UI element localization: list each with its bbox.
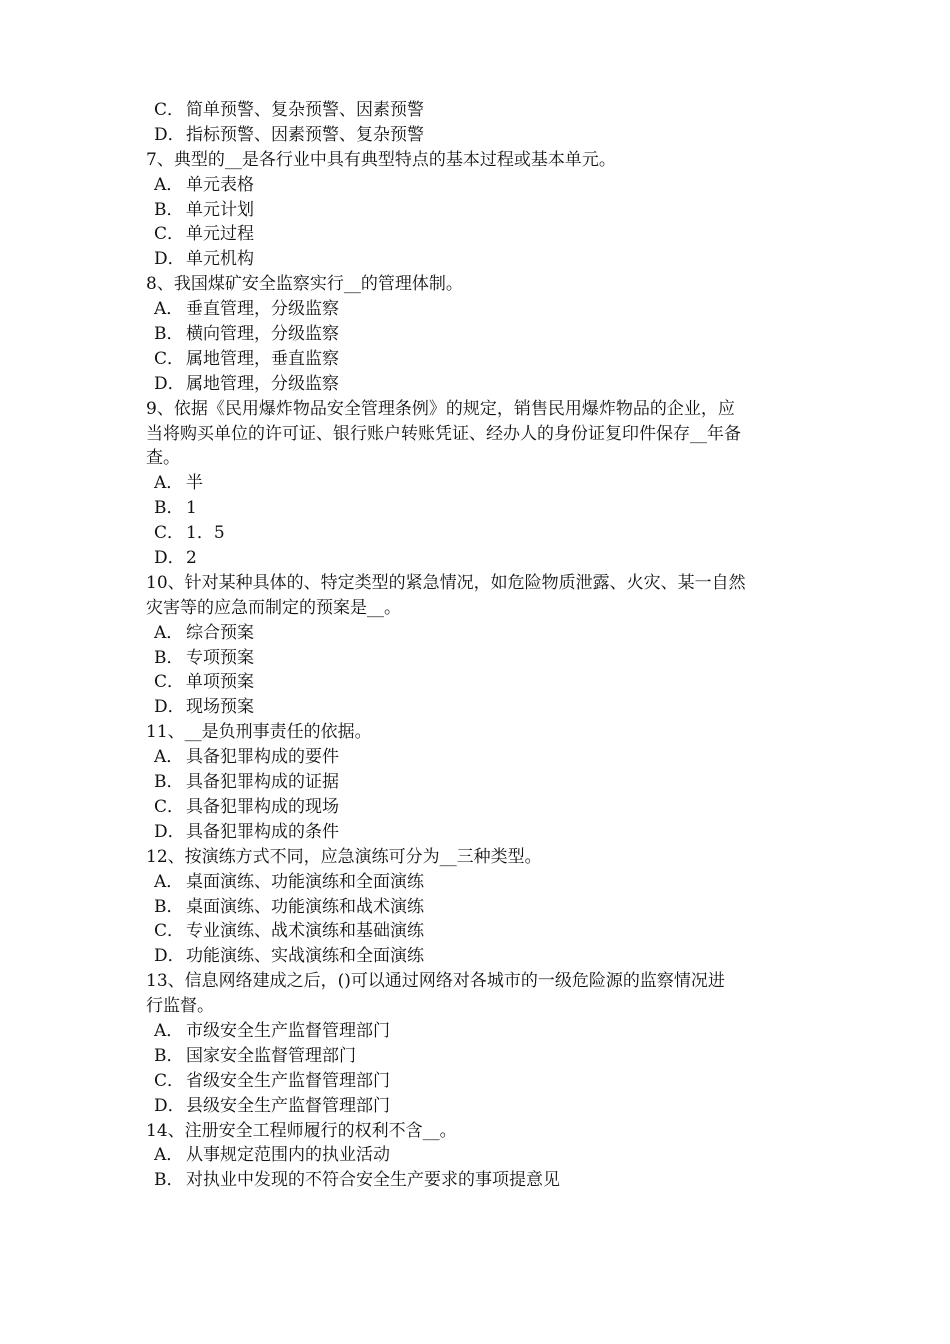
- option-text: 指标预警、因素预警、复杂预警: [186, 124, 424, 145]
- option-letter: A．: [154, 622, 184, 643]
- answer-option: [146, 198, 826, 223]
- question-text-line: 12、按演练方式不同，应急演练可分为__三种类型。: [146, 846, 542, 867]
- option-letter: B．: [154, 498, 184, 519]
- answer-option: [146, 944, 826, 969]
- option-letter: C．: [154, 672, 185, 693]
- option-text: 半: [186, 473, 203, 494]
- option-text: 垂直管理，分级监察: [186, 299, 339, 320]
- answer-option: [146, 1044, 826, 1069]
- option-letter: D．: [154, 249, 185, 270]
- answer-option: [146, 98, 826, 123]
- answer-option: [146, 895, 826, 920]
- option-letter: C．: [154, 348, 185, 369]
- option-text: 具备犯罪构成的证据: [186, 772, 339, 793]
- option-text: 专业演练、战术演练和基础演练: [186, 921, 424, 942]
- answer-option: [146, 471, 826, 496]
- option-text: 县级安全生产监督管理部门: [186, 1095, 390, 1116]
- question-text-line: 10、针对某种具体的、特定类型的紧急情况，如危险物质泄露、火灾、某一自然: [146, 572, 746, 593]
- option-letter: A．: [154, 871, 184, 892]
- question-stem: [146, 1119, 826, 1144]
- option-letter: B．: [154, 896, 184, 917]
- option-letter: B．: [154, 1045, 184, 1066]
- question-text-line: 9、依据《民用爆炸物品安全管理条例》的规定，销售民用爆炸物品的企业，应: [146, 398, 735, 419]
- option-letter: D．: [154, 697, 185, 718]
- option-text: 桌面演练、功能演练和全面演练: [186, 871, 424, 892]
- question-text-line: 灾害等的应急而制定的预案是__。: [146, 597, 401, 618]
- answer-option: [146, 173, 826, 198]
- option-text: 单元表格: [186, 174, 254, 195]
- option-letter: D．: [154, 124, 185, 145]
- option-text: 具备犯罪构成的现场: [186, 796, 339, 817]
- answer-option: [146, 1069, 826, 1094]
- question-list: [146, 98, 826, 1193]
- answer-option: [146, 745, 826, 770]
- answer-option: [146, 372, 826, 397]
- answer-option: [146, 1094, 826, 1119]
- option-text: 具备犯罪构成的要件: [186, 747, 339, 768]
- option-text: 综合预案: [186, 622, 254, 643]
- answer-option: [146, 820, 826, 845]
- option-letter: D．: [154, 548, 185, 569]
- answer-option: [146, 646, 826, 671]
- option-text: 2: [186, 548, 197, 569]
- answer-option: [146, 670, 826, 695]
- question-stem: [146, 845, 826, 870]
- answer-option: [146, 1168, 826, 1193]
- option-letter: B．: [154, 647, 184, 668]
- question-stem: [146, 720, 826, 745]
- option-text: 简单预警、复杂预警、因素预警: [186, 100, 424, 120]
- option-letter: B．: [154, 1170, 184, 1191]
- option-letter: A．: [154, 747, 184, 768]
- option-text: 市级安全生产监督管理部门: [186, 1020, 390, 1041]
- option-text: 1: [186, 498, 197, 519]
- question-text-line: 行监督。: [146, 996, 214, 1017]
- option-letter: D．: [154, 1095, 185, 1116]
- option-letter: C．: [154, 921, 185, 942]
- question-text-line: 7、典型的__是各行业中具有典型特点的基本过程或基本单元。: [146, 149, 616, 170]
- question-text-line: 8、我国煤矿安全监察实行__的管理体制。: [146, 274, 463, 295]
- question-stem: [146, 571, 826, 621]
- option-letter: D．: [154, 821, 185, 842]
- option-text: 横向管理，分级监察: [186, 324, 339, 345]
- answer-option: [146, 546, 826, 571]
- question-text-line: 11、__是负刑事责任的依据。: [146, 722, 372, 743]
- option-letter: C．: [154, 100, 185, 120]
- option-text: 属地管理，分级监察: [186, 373, 339, 394]
- question-text-line: 当将购买单位的许可证、银行账户转账凭证、经办人的身份证复印件保存__年备: [146, 423, 741, 444]
- option-letter: A．: [154, 1145, 184, 1166]
- option-text: 对执业中发现的不符合安全生产要求的事项提意见: [186, 1170, 560, 1191]
- option-letter: A．: [154, 473, 184, 494]
- answer-option: [146, 496, 826, 521]
- answer-option: [146, 347, 826, 372]
- answer-option: [146, 1143, 826, 1168]
- answer-option: [146, 123, 826, 148]
- option-letter: A．: [154, 299, 184, 320]
- option-text: 单项预案: [186, 672, 254, 693]
- option-text: 属地管理，垂直监察: [186, 348, 339, 369]
- option-letter: B．: [154, 772, 184, 793]
- option-text: 功能演练、实战演练和全面演练: [186, 946, 424, 967]
- option-letter: A．: [154, 1020, 184, 1041]
- option-letter: C．: [154, 1070, 185, 1091]
- option-letter: A．: [154, 174, 184, 195]
- option-letter: C．: [154, 523, 185, 544]
- option-letter: C．: [154, 796, 185, 817]
- question-stem: [146, 397, 826, 472]
- question-stem: [146, 148, 826, 173]
- option-text: 从事规定范围内的执业活动: [186, 1145, 390, 1166]
- question-stem: [146, 969, 826, 1019]
- answer-option: [146, 621, 826, 646]
- option-text: 专项预案: [186, 647, 254, 668]
- answer-option: [146, 521, 826, 546]
- option-text: 现场预案: [186, 697, 254, 718]
- option-text: 单元计划: [186, 199, 254, 220]
- option-text: 具备犯罪构成的条件: [186, 821, 339, 842]
- answer-option: [146, 247, 826, 272]
- question-text-line: 查。: [146, 448, 180, 469]
- answer-option: [146, 919, 826, 944]
- option-letter: B．: [154, 199, 184, 220]
- answer-option: [146, 297, 826, 322]
- answer-option: [146, 322, 826, 347]
- answer-option: [146, 870, 826, 895]
- option-text: 单元过程: [186, 224, 254, 245]
- answer-option: [146, 695, 826, 720]
- option-text: 省级安全生产监督管理部门: [186, 1070, 390, 1091]
- question-stem: [146, 272, 826, 297]
- option-letter: C．: [154, 224, 185, 245]
- option-letter: D．: [154, 946, 185, 967]
- question-text-line: 14、注册安全工程师履行的权利不含__。: [146, 1120, 457, 1141]
- answer-option: [146, 222, 826, 247]
- answer-option: [146, 795, 826, 820]
- option-letter: D．: [154, 373, 185, 394]
- answer-option: [146, 1019, 826, 1044]
- option-text: 国家安全监督管理部门: [186, 1045, 356, 1066]
- option-letter: B．: [154, 324, 184, 345]
- answer-option: [146, 770, 826, 795]
- option-text: 单元机构: [186, 249, 254, 270]
- question-text-line: 13、信息网络建成之后，()可以通过网络对各城市的一级危险源的监察情况进: [146, 971, 725, 992]
- option-text: 1．5: [186, 523, 225, 544]
- option-text: 桌面演练、功能演练和战术演练: [186, 896, 424, 917]
